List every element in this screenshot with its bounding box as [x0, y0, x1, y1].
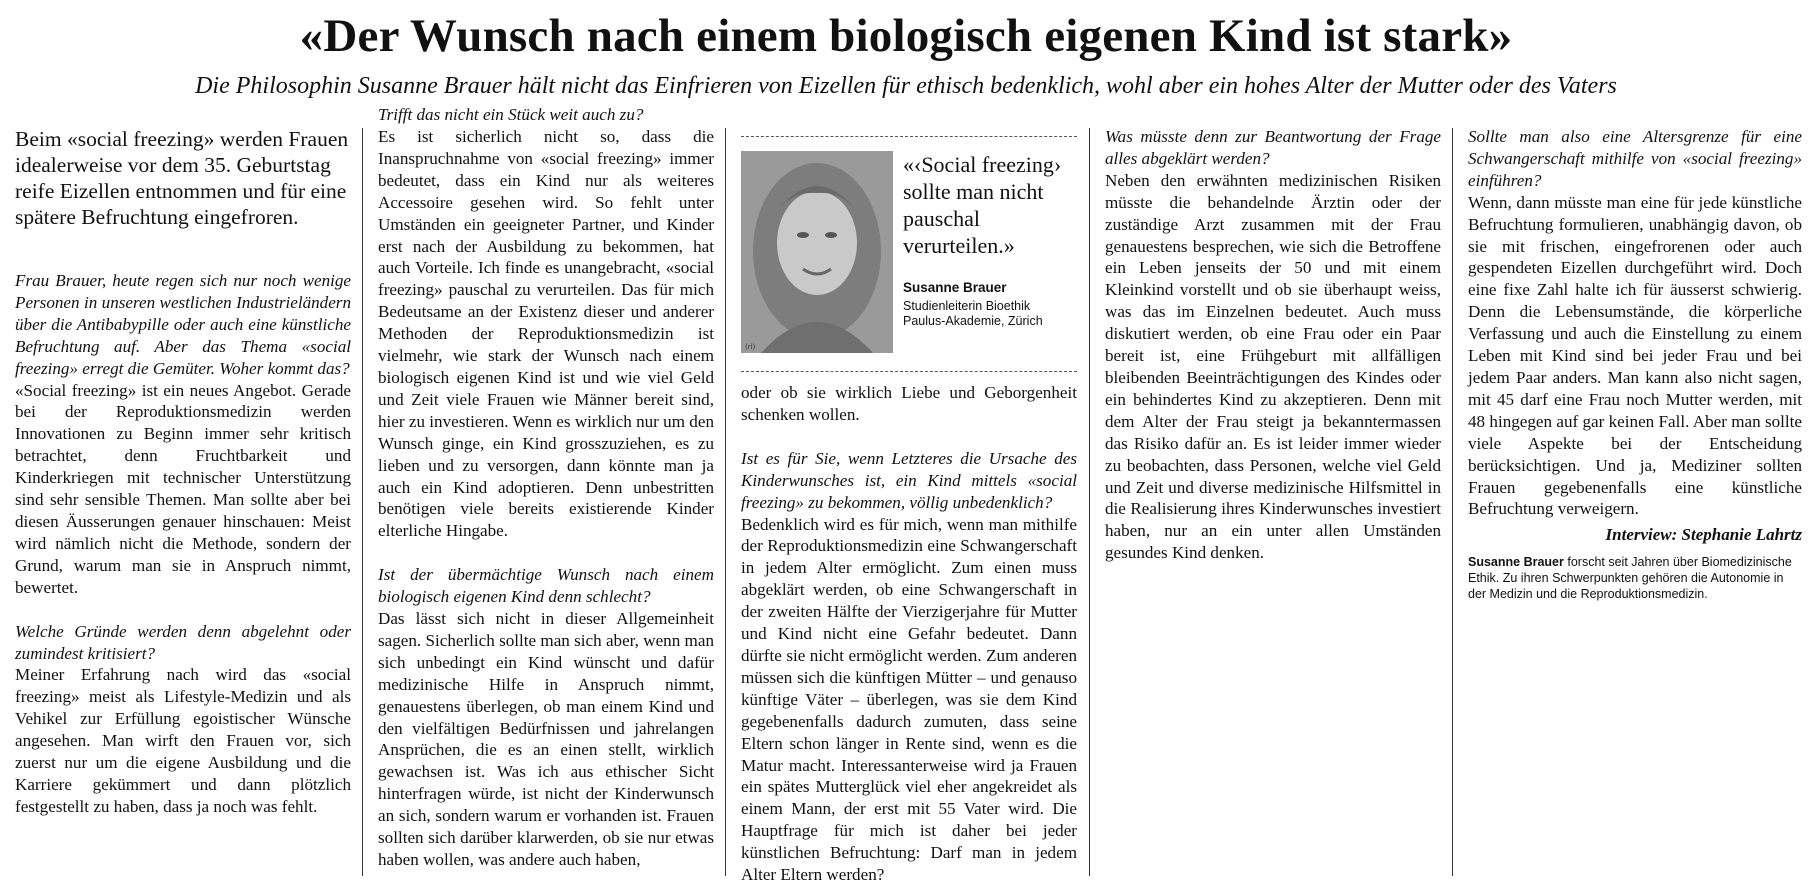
question: Trifft das nicht ein Stück weit auch zu? [378, 105, 644, 125]
bio-name: Susanne Brauer [1468, 555, 1564, 570]
column-rule [725, 128, 726, 876]
author-photo [741, 151, 893, 353]
article-column-5 [1468, 126, 1802, 878]
question: Ist der übermächtige Wunsch nach einem biologisch eigenen Kind denn schlecht? [378, 565, 714, 607]
column-rule [1089, 128, 1090, 876]
column-rule [362, 128, 363, 876]
question: Was müsste denn zur Beantwortung der Frage alles abgeklärt werden? [1105, 127, 1441, 168]
answer: Wenn, dann müsste man eine für jede künstliche Befruchtung formulieren, unabhängig davon, ob sie mit frischen, eingefrorenen oder auch gespendeten Eizellen durchgeführt wird. Doch eine fixe Zahl halte ich für äusserst schwierig. Denn die Lebensumstände, die körperliche Verfassung und auch die Einstellung zu einem Leben mit Kind sind bei jeder Frau und bei jedem Paar anders. Man kann also nicht sagen, mit 45 darf eine Frau noch Mutter werden, mit 48 hingegen auf gar keinen Fall. Aber man sollte viele Aspekte bei der Entscheidung berücksichtigen. Und ja, Mediziner sollten Frauen gegebenenfalls eine künstliche Befruchtung verweigern. [1468, 192, 1802, 519]
portrait-image [741, 151, 893, 353]
answer: «Social freezing» ist ein neues Angebot. Gerade bei der Reproduktionsmedizin werden Innovationen zu Beginn immer sehr kritisch betrachtet, denn Fruchtbarkeit und Kinderkriegen mit technischer Unterstützung sind sehr sensible Themen. Man sollte aber bei diesen Äusserungen genauer hinschauen: Meist wird nämlich nicht die Methode, sondern der Grund, warum man sie in Anspruch nimmt, bewertet. [15, 380, 351, 597]
question: Ist es für Sie, wenn Letzteres die Ursache des Kinderwunsches ist, ein Kind mittels «social freezing» zu bekommen, völlig unbedenklich? [741, 448, 1077, 512]
pullquote-box [741, 136, 1077, 372]
answer: Es ist sicherlich nicht so, dass die Inanspruchnahme von «social freezing» immer bedeutet, dass ein Kind nur als weiteres Accessoire gesehen wird. So fehlt unter Umständen ein geeigneter Partner, und Kinder erst nach der Ausbildung zu bekommen, hat auch Vorteile. Ich finde es unangebracht, «social freezing» pauschal zu verurteilen. Das für mich Bedeutsame an der Existenz dieser und anderer Methoden der Reproduktionsmedizin ist vielmehr, wie stark der Wunsch nach einem biologisch eigenen Kind ist und wie viel Geld und Zeit viele Frauen wie Männer bereit sind, hier zu investieren. Wenn es wirklich nur um den Wunsch ginge, ein Kind grosszuziehen, es zu lieben und zu versorgen, dann könnte man ja auch ein Kind adoptieren. Denn unbestritten benötigen viele bereits existierende Kinder elterliche Hingabe. [378, 127, 714, 541]
answer: Bedenklich wird es für mich, wenn man mithilfe der Reproduktionsmedizin eine Schwangerschaft in jedem Alter ermöglicht. Zum einen muss abgeklärt werden, ob eine Schwangerschaft in der zweiten Hälfte der Vierzigerjahre für Mutter und Kind nicht eine Gefahr bedeutet. Dann dürfte sie nicht ermöglicht werden. Zum anderen müssen sich die künftigen Mütter – und genauso künftige Väter – überlegen, was sie dem Kind gegebenenfalls dadurch zumuten, dass seine Eltern schon länger in Rente sind, wenn es die Matur macht. Interessanterweise wird ja Frauen ein spätes Mutterglück viel eher angekreidet als einem Mann, der erst mit 55 Vater wird. Die Hauptfrage für mich ist daher bei jeder künstlichen Befruchtung: Darf man in jedem Alter Eltern werden? [741, 514, 1077, 885]
article-column-2 [378, 105, 714, 878]
question: Frau Brauer, heute regen sich nur noch wenige Personen in unseren westlichen Industrieländern über die Antibabypille oder auch eine künstliche Befruchtung auf. Aber das Thema «social freezing» erregt die Gemüter. Woher kommt das? [15, 271, 351, 378]
article-column-4 [1105, 126, 1441, 878]
question: Sollte man also eine Altersgrenze für eine Schwangerschaft mithilfe von «social freezing» einführen? [1468, 127, 1802, 190]
headline: «Der Wunsch nach einem biologisch eigenen Kind ist stark» [299, 10, 1513, 62]
lead-paragraph: Beim «social freezing» werden Frauen idealerweise vor dem 35. Geburtstag reife Eizellen entnommen und für eine spätere Befruchtung eingefroren. [15, 127, 349, 229]
bio-text: forscht seit Jahren über Biomedizinische Ethik. Zu ihren Schwerpunkten gehören die Autonomie in der Medizin und die Reproduktionsmedizin. [1468, 555, 1792, 602]
pullquote-affiliation: Paulus-Akademie, Zürich [903, 313, 1043, 328]
answer: Das lässt sich nicht in dieser Allgemeinheit sagen. Sicherlich sollte man sich aber, wenn man sich unbedingt ein Kind wünscht und dafür medizinische Hilfe in Anspruch nimmt, genauestens überlegen, ob man einem Kind und den vielfältigen Bedürfnissen und jahrelangen Ansprüchen, die es an einen stellt, wirklich gewachsen ist. Was ich aus ethischer Sicht hinterfragen würde, ist nicht der Kinderwunsch an sich, sondern warum er vorhanden ist. Frauen sollten sich darüber klarwerden, ob sie nur etwas haben wollen, was andere auch haben, [378, 609, 714, 870]
question: Welche Gründe werden denn abgelehnt oder zumindest kritisiert? [15, 621, 351, 663]
author-bio [1468, 554, 1802, 602]
answer: oder ob sie wirklich Liebe und Geborgenheit schenken wollen. [741, 383, 1077, 424]
article-column-3 [741, 126, 1077, 885]
pullquote-text: «‹Social freezing› sollte man nicht pauschal verurteilen.» [903, 152, 1062, 258]
interview-credit: Interview: Stephanie Lahrtz [1605, 525, 1802, 545]
subheadline: Die Philosophin Susanne Brauer hält nicht das Einfrieren von Eizellen für ethisch bedenklich, wohl aber ein hohes Alter der Mutter oder des Vaters [195, 73, 1617, 99]
pullquote-role: Studienleiterin Bioethik [903, 298, 1031, 313]
photo-credit: (ri) [745, 343, 756, 351]
answer: Neben den erwähnten medizinischen Risiken müsste die behandelnde Ärztin oder der zuständige Arzt zusammen mit der Frau genauestens besprechen, wie sich die Betroffene ein Leben jenseits der 50 und mit einem Kleinkind vorstellt und ob sie überhaupt weiss, was das im Einzelnen bedeutet. Auch muss diskutiert werden, ob eine Frau oder ein Paar bereit ist, eine Frühgeburt mit allfälligen bleibenden Beeinträchtigungen des Kindes oder ein behindertes Kind zu akzeptieren. Denn mit dem Alter der Frau steigt ja bekanntermassen das Risiko dafür an. Es ist leider immer wieder zu beobachten, dass Personen, welche viel Geld und Zeit und diverse medizinische Hilfsmittel in die Realisierung ihres Kinderwunsches investiert haben, nur an ein unter allen Umständen gesundes Kind denken. [1105, 170, 1441, 563]
article-column-1 [15, 126, 351, 878]
pullquote-author: Susanne Brauer [903, 280, 1007, 295]
column-rule [1452, 128, 1453, 876]
answer: Meiner Erfahrung nach wird das «social freezing» meist als Lifestyle-Medizin und als Vehikel zur Erfüllung egoistischer Wünsche angesehen. Man wirft den Frauen vor, sich zuerst nur um die eigene Ausbildung und die Karriere gekümmert und dann plötzlich festgestellt zu haben, dass ja noch was fehlt. [15, 665, 351, 816]
